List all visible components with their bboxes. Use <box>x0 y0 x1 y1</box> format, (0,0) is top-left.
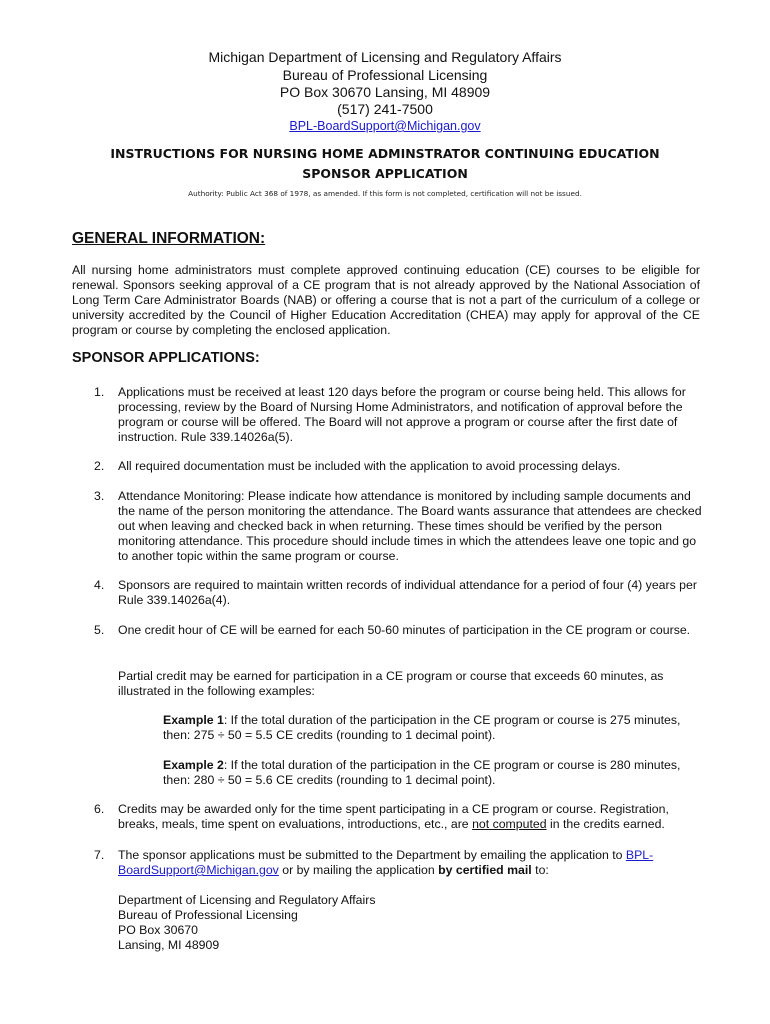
list-item-text <box>118 848 702 878</box>
mailing-address-pobox: PO Box 30670 <box>118 923 198 937</box>
list-item-text: All required documentation must be included with the application to avoid processing delays. <box>118 459 621 473</box>
list-item-text-part: to: <box>531 863 549 877</box>
example-1-label: Example 1 <box>163 713 224 727</box>
list-item-text: Applications must be received at least 120 days before the program or course being held. This allows for processing, review by the Board of Nursing Home Administrators, and notification of approval before the program or course will be offered. The Board will not approve a program or course after the first date of instruction. Rule 339.14026a(5). <box>118 385 686 444</box>
header-email-link[interactable]: BPL-BoardSupport@Michigan.gov <box>289 119 481 133</box>
list-item-text-part: The sponsor applications must be submitted to the Department by emailing the application to <box>118 848 626 862</box>
list-item-number: 2. <box>94 459 105 473</box>
list-item-text: Attendance Monitoring: Please indicate how attendance is monitored by including sample documents and the name of the person monitoring the attendance. The Board wants assurance that attendees are checked out when leaving and checked back in when returning. These times should be verified by the person monitoring attendance. This procedure should include times in which the attendees leave one topic and go to another topic within the same program or course. <box>118 489 702 563</box>
not-computed-emphasis: not computed <box>472 817 547 831</box>
list-item-number: 5. <box>94 623 105 637</box>
example-2-text: : If the total duration of the participation in the CE program or course is 280 minutes, then: 280 ÷ 50 = 5.6 CE credits (rounding to 1 decimal point). <box>163 758 681 787</box>
certified-mail-emphasis: by certified mail <box>438 863 532 877</box>
list-item-text-part: Credits may be awarded only for the time spent participating in a CE program or course. Registration, breaks, meals, time spent on evaluations, introductions, etc., are <box>118 802 669 831</box>
mailing-address-department: Department of Licensing and Regulatory Affairs <box>118 893 376 907</box>
partial-credit-text: Partial credit may be earned for participation in a CE program or course that exceeds 60 minutes, as illustrated in the following examples: <box>118 669 664 698</box>
header-agency: Michigan Department of Licensing and Regulatory Affairs <box>208 49 562 65</box>
list-item-number: 3. <box>94 489 105 503</box>
list-item-text: One credit hour of CE will be earned for each 50-60 minutes of participation in the CE program or course. <box>118 623 691 637</box>
document-subtitle: SPONSOR APPLICATION <box>302 166 468 181</box>
list-item-number: 1. <box>94 385 105 399</box>
list-item-number: 6. <box>94 802 105 816</box>
header-phone: (517) 241-7500 <box>337 101 433 117</box>
board-support-email-link[interactable]: BPL-BoardSupport@Michigan.gov <box>118 848 654 877</box>
list-item-text-part: or by mailing the application <box>278 863 439 877</box>
list-item-text: Sponsors are required to maintain written records of individual attendance for a period of four (4) years per Rule 339.14026a(4). <box>118 578 697 607</box>
header-email-row <box>0 116 770 135</box>
list-item-text-part: in the credits earned. <box>546 817 665 831</box>
header-bureau: Bureau of Professional Licensing <box>282 67 488 83</box>
mailing-address-city: Lansing, MI 48909 <box>118 938 220 952</box>
example-1-text: : If the total duration of the participation in the CE program or course is 275 minutes, then: 275 ÷ 50 = 5.5 CE credits (rounding to 1 decimal point). <box>163 713 681 742</box>
header-address: PO Box 30670 Lansing, MI 48909 <box>279 84 491 100</box>
list-item-number: 7. <box>94 848 105 862</box>
example-2 <box>163 758 683 788</box>
list-item-text <box>118 802 702 832</box>
document-title: INSTRUCTIONS FOR NURSING HOME ADMINSTRATOR CONTINUING EDUCATION <box>110 146 660 161</box>
example-2-label: Example 2 <box>163 758 224 772</box>
sponsor-applications-heading: SPONSOR APPLICATIONS: <box>72 350 260 366</box>
general-information-body: All nursing home administrators must complete approved continuing education (CE) courses to be eligible for renewal. Sponsors seeking approval of a CE program that is not already approved by the National Association of Long Term Care Administrator Boards (NAB) or offering a course that is not a part of the curriculum of a college or university accredited by the Council of Higher Education Accreditation (CHEA) may apply for approval of the CE program or course by completing the enclosed application. <box>72 263 700 337</box>
mailing-address-bureau: Bureau of Professional Licensing <box>118 908 298 922</box>
list-item-number: 4. <box>94 578 105 592</box>
general-information-heading: GENERAL INFORMATION: <box>72 230 266 247</box>
example-1 <box>163 713 683 743</box>
authority-note: Authority: Public Act 368 of 1978, as amended. If this form is not completed, certification will not be issued. <box>188 189 582 198</box>
